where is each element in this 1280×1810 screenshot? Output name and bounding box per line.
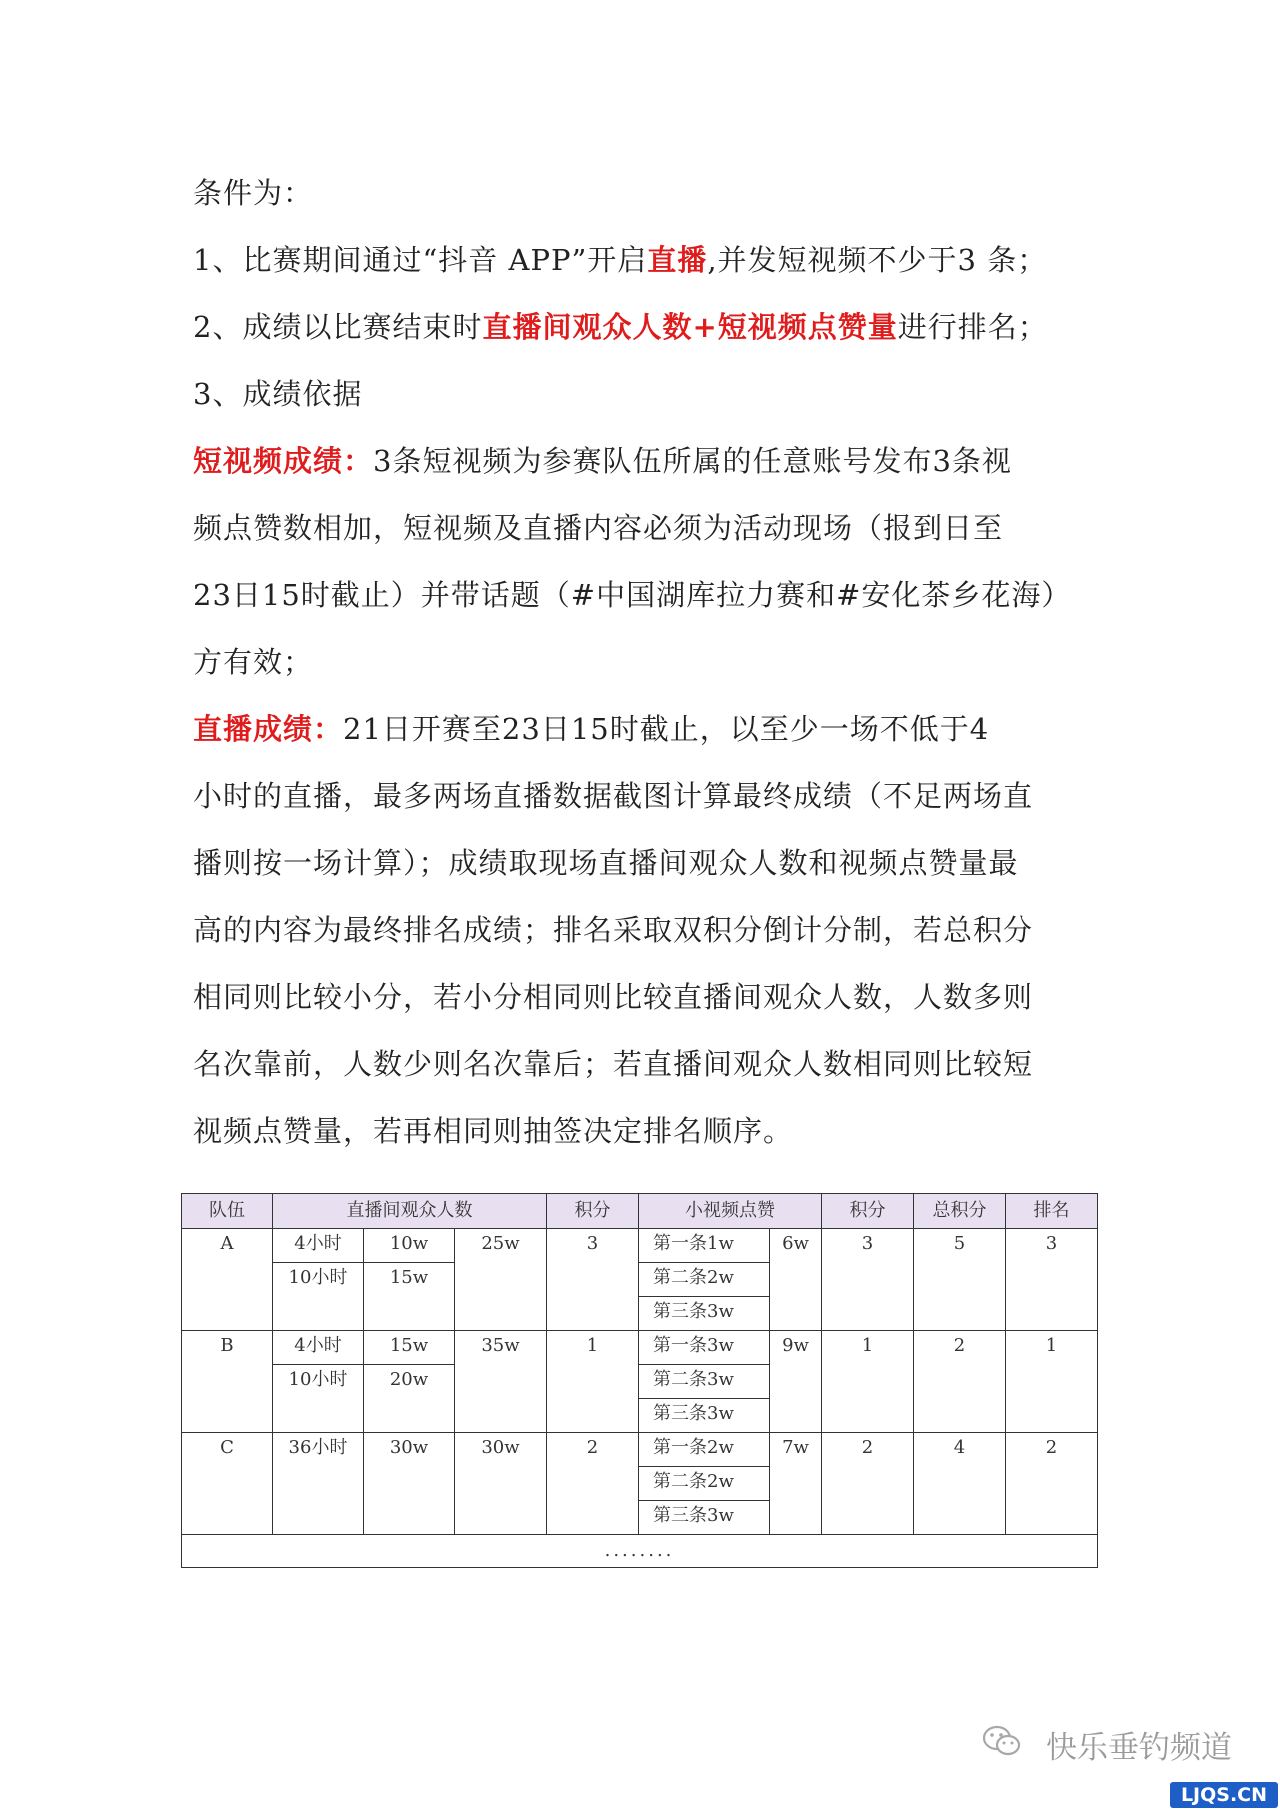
session-duration: 4小时 (273, 1229, 364, 1263)
live-score: 1 (547, 1331, 639, 1433)
paragraph-line (193, 428, 1088, 495)
paragraph-line: 3、成绩依据 (193, 377, 363, 411)
rank: 2 (1006, 1433, 1098, 1535)
watermark-text: 快乐垂钓频道 (1046, 1730, 1232, 1766)
ellipsis: ........ (182, 1535, 1098, 1568)
paragraph-line (193, 696, 1088, 763)
live-total: 25w (455, 1229, 547, 1331)
header-score: 积分 (822, 1194, 914, 1229)
video-item: 第二条2w (639, 1263, 770, 1297)
live-total: 35w (455, 1331, 547, 1433)
highlight-text: 直播 (647, 243, 708, 277)
paragraph-line: 高的内容为最终排名成绩；排名采取双积分倒计分制，若总积分 (193, 913, 1034, 947)
live-score: 3 (547, 1229, 639, 1331)
header-team: 队伍 (182, 1194, 273, 1229)
video-total: 7w (770, 1433, 822, 1535)
text: 2、成绩以比赛结束时 (193, 310, 483, 344)
paragraph-line (193, 227, 1088, 294)
live-score: 2 (547, 1433, 639, 1535)
table-ellipsis-row (182, 1535, 1098, 1568)
rank: 3 (1006, 1229, 1098, 1331)
video-item: 第二条3w (639, 1365, 770, 1399)
team-name: A (182, 1229, 273, 1331)
table-row (182, 1433, 1098, 1467)
wechat-icon (982, 1724, 1022, 1758)
paragraph-line: 名次靠前，人数少则名次靠后；若直播间观众人数相同则比较短 (193, 1047, 1034, 1081)
total-score: 4 (914, 1433, 1006, 1535)
text: ,并发短视频不少于3 条； (707, 243, 1048, 277)
paragraph-line: 频点赞数相加，短视频及直播内容必须为活动现场（报到日至 (193, 511, 1004, 545)
video-total: 6w (770, 1229, 822, 1331)
header-rank: 排名 (1006, 1194, 1098, 1229)
paragraph-line: 小时的直播，最多两场直播数据截图计算最终成绩（不足两场直 (193, 779, 1034, 813)
section-label: 短视频成绩： (193, 444, 374, 478)
video-item: 第一条1w (639, 1229, 770, 1263)
header-score: 积分 (547, 1194, 639, 1229)
text: 3条短视频为参赛队伍所属的任意账号发布3条视 (373, 444, 1012, 478)
total-score: 2 (914, 1331, 1006, 1433)
live-total: 30w (455, 1433, 547, 1535)
table-header-row (182, 1194, 1098, 1229)
video-score: 2 (822, 1433, 914, 1535)
ranking-table (181, 1193, 1098, 1568)
session-duration: 4小时 (273, 1331, 364, 1365)
team-name: C (182, 1433, 273, 1535)
paragraph-line: 方有效； (193, 645, 314, 679)
video-item: 第一条3w (639, 1331, 770, 1365)
paragraph-line: 相同则比较小分，若小分相同则比较直播间观众人数，人数多则 (193, 980, 1034, 1014)
session-viewers: 10w (364, 1229, 455, 1263)
video-item: 第一条2w (639, 1433, 770, 1467)
header-live-viewers: 直播间观众人数 (273, 1194, 547, 1229)
video-score: 1 (822, 1331, 914, 1433)
site-badge: LJQS.CN (1170, 1782, 1278, 1808)
session-duration: 10小时 (273, 1365, 364, 1433)
paragraph-line: 条件为： (193, 176, 314, 210)
video-item: 第二条2w (639, 1467, 770, 1501)
paragraph-line: 23日15时截止）并带话题（#中国湖库拉力赛和#安化茶乡花海） (193, 578, 1072, 612)
video-item: 第三条3w (639, 1399, 770, 1433)
session-viewers: 30w (364, 1433, 455, 1535)
team-name: B (182, 1331, 273, 1433)
header-video-likes: 小视频点赞 (639, 1194, 822, 1229)
text: 1、比赛期间通过“抖音 APP”开启 (193, 243, 648, 277)
video-total: 9w (770, 1331, 822, 1433)
session-viewers: 15w (364, 1331, 455, 1365)
session-viewers: 15w (364, 1263, 455, 1331)
paragraph-line (193, 294, 1088, 361)
table-row (182, 1331, 1098, 1365)
section-label: 直播成绩： (193, 712, 344, 746)
video-item: 第三条3w (639, 1501, 770, 1535)
header-total-score: 总积分 (914, 1194, 1006, 1229)
document-body (193, 160, 1088, 1165)
paragraph-line: 播则按一场计算）；成绩取现场直播间观众人数和视频点赞量最 (193, 846, 1019, 880)
table-row (182, 1229, 1098, 1263)
rank: 1 (1006, 1331, 1098, 1433)
video-item: 第三条3w (639, 1297, 770, 1331)
paragraph-line: 视频点赞量，若再相同则抽签决定排名顺序。 (193, 1114, 794, 1148)
session-duration: 36小时 (273, 1433, 364, 1535)
highlight-text: 直播间观众人数+短视频点赞量 (482, 310, 898, 344)
text: 21日开赛至23日15时截止，以至少一场不低于4 (343, 712, 990, 746)
session-duration: 10小时 (273, 1263, 364, 1331)
video-score: 3 (822, 1229, 914, 1331)
total-score: 5 (914, 1229, 1006, 1331)
session-viewers: 20w (364, 1365, 455, 1433)
text: 进行排名； (897, 310, 1048, 344)
